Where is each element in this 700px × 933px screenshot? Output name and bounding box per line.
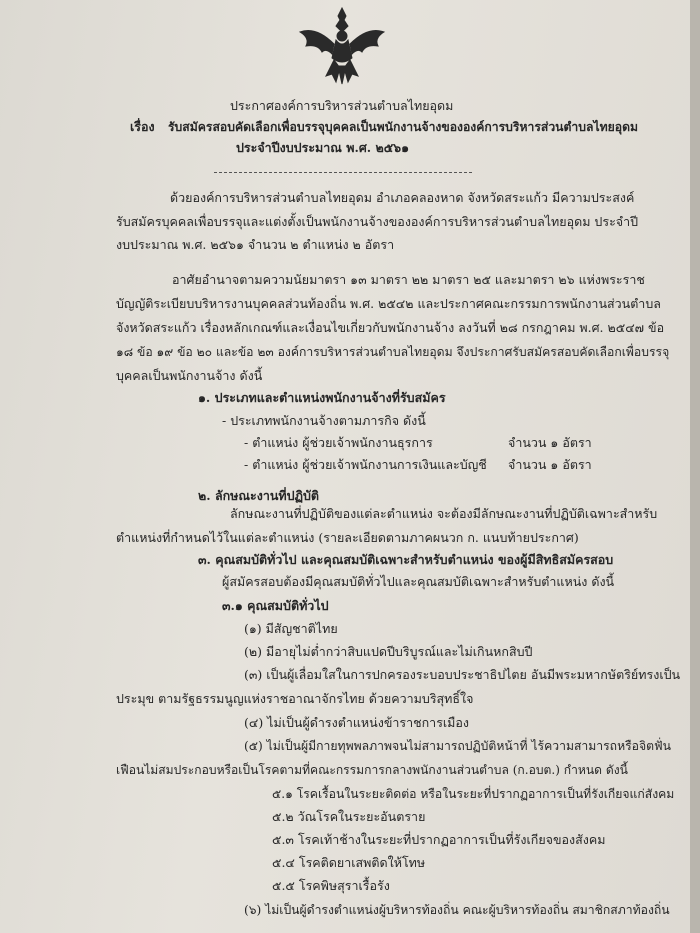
- intro-line-1: ด้วยองค์การบริหารส่วนตำบลไทยอุดม อำเภอคลองหาด จังหวัดสระแก้ว มีความประสงค์: [170, 190, 635, 205]
- qualification-1: (๑) มีสัญชาติไทย: [244, 621, 338, 636]
- authority-line-1: อาศัยอำนาจตามความนัยมาตรา ๑๓ มาตรา ๒๒ มาตรา ๒๕ และมาตรา ๒๖ แห่งพระราช: [172, 272, 645, 287]
- intro-line-2: รับสมัครบุคคลเพื่อบรรจุและแต่งตั้งเป็นพนักงานจ้างขององค์การบริหารส่วนตำบลไทยอุดม ประจำปี: [116, 214, 639, 229]
- disease-5: ๕.๕ โรคพิษสุราเรื้อรัง: [272, 878, 390, 893]
- authority-line-5: บุคคลเป็นพนักงานจ้าง ดังนี้: [116, 368, 263, 383]
- disease-2: ๕.๒ วัณโรคในระยะอันตราย: [272, 809, 426, 824]
- position-2-title: - ตำแหน่ง ผู้ช่วยเจ้าพนักงานการเงินและบัญชี: [244, 457, 487, 472]
- qualification-6: (๖) ไม่เป็นผู้ดำรงตำแหน่งผู้บริหารท้องถิ่น คณะผู้บริหารท้องถิ่น สมาชิกสภาท้องถิ่น: [244, 903, 670, 917]
- qualification-2: (๒) มีอายุไม่ต่ำกว่าสิบแปดปีบริบูรณ์และไม่เกินหกสิบปี: [244, 644, 533, 659]
- section-3-heading: ๓. คุณสมบัติทั่วไป และคุณสมบัติเฉพาะสำหรับตำแหน่ง ของผู้มีสิทธิสมัครสอบ: [198, 552, 614, 567]
- subject-label: เรื่อง: [130, 119, 155, 134]
- qualification-5b: เฟือนไม่สมประกอบหรือเป็นโรคตามที่คณะกรรมการกลางพนักงานส่วนตำบล (ก.อบต.) กำหนด ดังนี้: [116, 763, 628, 777]
- authority-line-2: บัญญัติระเบียบบริหารงานบุคคลส่วนท้องถิ่น พ.ศ. ๒๕๔๒ และประกาศคณะกรรมการพนักงานส่วนตำบล: [116, 296, 661, 311]
- section-2-line-1: ลักษณะงานที่ปฏิบัติของแต่ละตำแหน่ง จะต้องมีลักษณะงานที่ปฏิบัติเฉพาะสำหรับ: [230, 506, 658, 521]
- subject-text: รับสมัครสอบคัดเลือกเพื่อบรรจุบุคคลเป็นพนักงานจ้างขององค์การบริหารส่วนตำบลไทยอุดม: [168, 120, 639, 134]
- qualification-3a: (๓) เป็นผู้เลื่อมใสในการปกครองระบอบประชาธิปไตย อันมีพระมหากษัตริย์ทรงเป็น: [244, 667, 681, 682]
- separator-rule: [214, 172, 472, 173]
- section-3-1-heading: ๓.๑ คุณสมบัติทั่วไป: [222, 598, 329, 613]
- authority-line-4: ๑๘ ข้อ ๑๙ ข้อ ๒๐ และข้อ ๒๓ องค์การบริหารส่วนตำบลไทยอุดม จึงประกาศรับสมัครสอบคัดเลือกเพื่อบรรจุ: [116, 345, 670, 359]
- position-1-count: จำนวน ๑ อัตรา: [508, 435, 592, 450]
- qualification-4: (๔) ไม่เป็นผู้ดำรงตำแหน่งข้าราชการเมือง: [244, 715, 470, 730]
- garuda-emblem: [296, 6, 388, 86]
- section-3-intro: ผู้สมัครสอบต้องมีคุณสมบัติทั่วไปและคุณสมบัติเฉพาะสำหรับตำแหน่ง ดังนี้: [222, 574, 615, 589]
- authority-line-3: จังหวัดสระแก้ว เรื่องหลักเกณฑ์และเงื่อนไขเกี่ยวกับพนักงานจ้าง ลงวันที่ ๒๘ กรกฎาคม พ.ศ. ๒๕๔๗ ข้อ: [116, 320, 665, 335]
- position-2-count: จำนวน ๑ อัตรา: [508, 457, 592, 472]
- page-edge: [690, 0, 700, 933]
- section-2-heading: ๒. ลักษณะงานที่ปฏิบัติ: [198, 488, 320, 503]
- employee-type: - ประเภทพนักงานจ้างตามภารกิจ ดังนี้: [222, 413, 426, 428]
- position-1-title: - ตำแหน่ง ผู้ช่วยเจ้าพนักงานธุรการ: [244, 435, 433, 450]
- disease-3: ๕.๓ โรคเท้าช้างในระยะที่ปรากฏอาการเป็นที่รังเกียจของสังคม: [272, 832, 606, 847]
- disease-1: ๕.๑ โรคเรื้อนในระยะติดต่อ หรือในระยะที่ปรากฏอาการเป็นที่รังเกียจแก่สังคม: [272, 787, 675, 801]
- qualification-5a: (๕) ไม่เป็นผู้มีกายทุพพลภาพจนไม่สามารถปฏิบัติหน้าที่ ไร้ความสามารถหรือจิตฟั่น: [244, 739, 671, 753]
- org-title: ประกาศองค์การบริหารส่วนตำบลไทยอุดม: [230, 98, 454, 113]
- disease-4: ๕.๔ โรคติดยาเสพติดให้โทษ: [272, 855, 426, 870]
- intro-line-3: งบประมาณ พ.ศ. ๒๕๖๑ จำนวน ๒ ตำแหน่ง ๒ อัตรา: [116, 237, 395, 252]
- section-1-heading: ๑. ประเภทและตำแหน่งพนักงานจ้างที่รับสมัคร: [198, 390, 446, 405]
- fiscal-year: ประจำปีงบประมาณ พ.ศ. ๒๕๖๑: [236, 140, 410, 155]
- qualification-3b: ประมุข ตามรัฐธรรมนูญแห่งราชอาณาจักรไทย ด้วยความบริสุทธิ์ใจ: [116, 691, 474, 706]
- section-2-line-2: ตำแหน่งที่กำหนดไว้ในแต่ละตำแหน่ง (รายละเอียดตามภาคผนวก ก. แนบท้ายประกาศ): [116, 530, 579, 545]
